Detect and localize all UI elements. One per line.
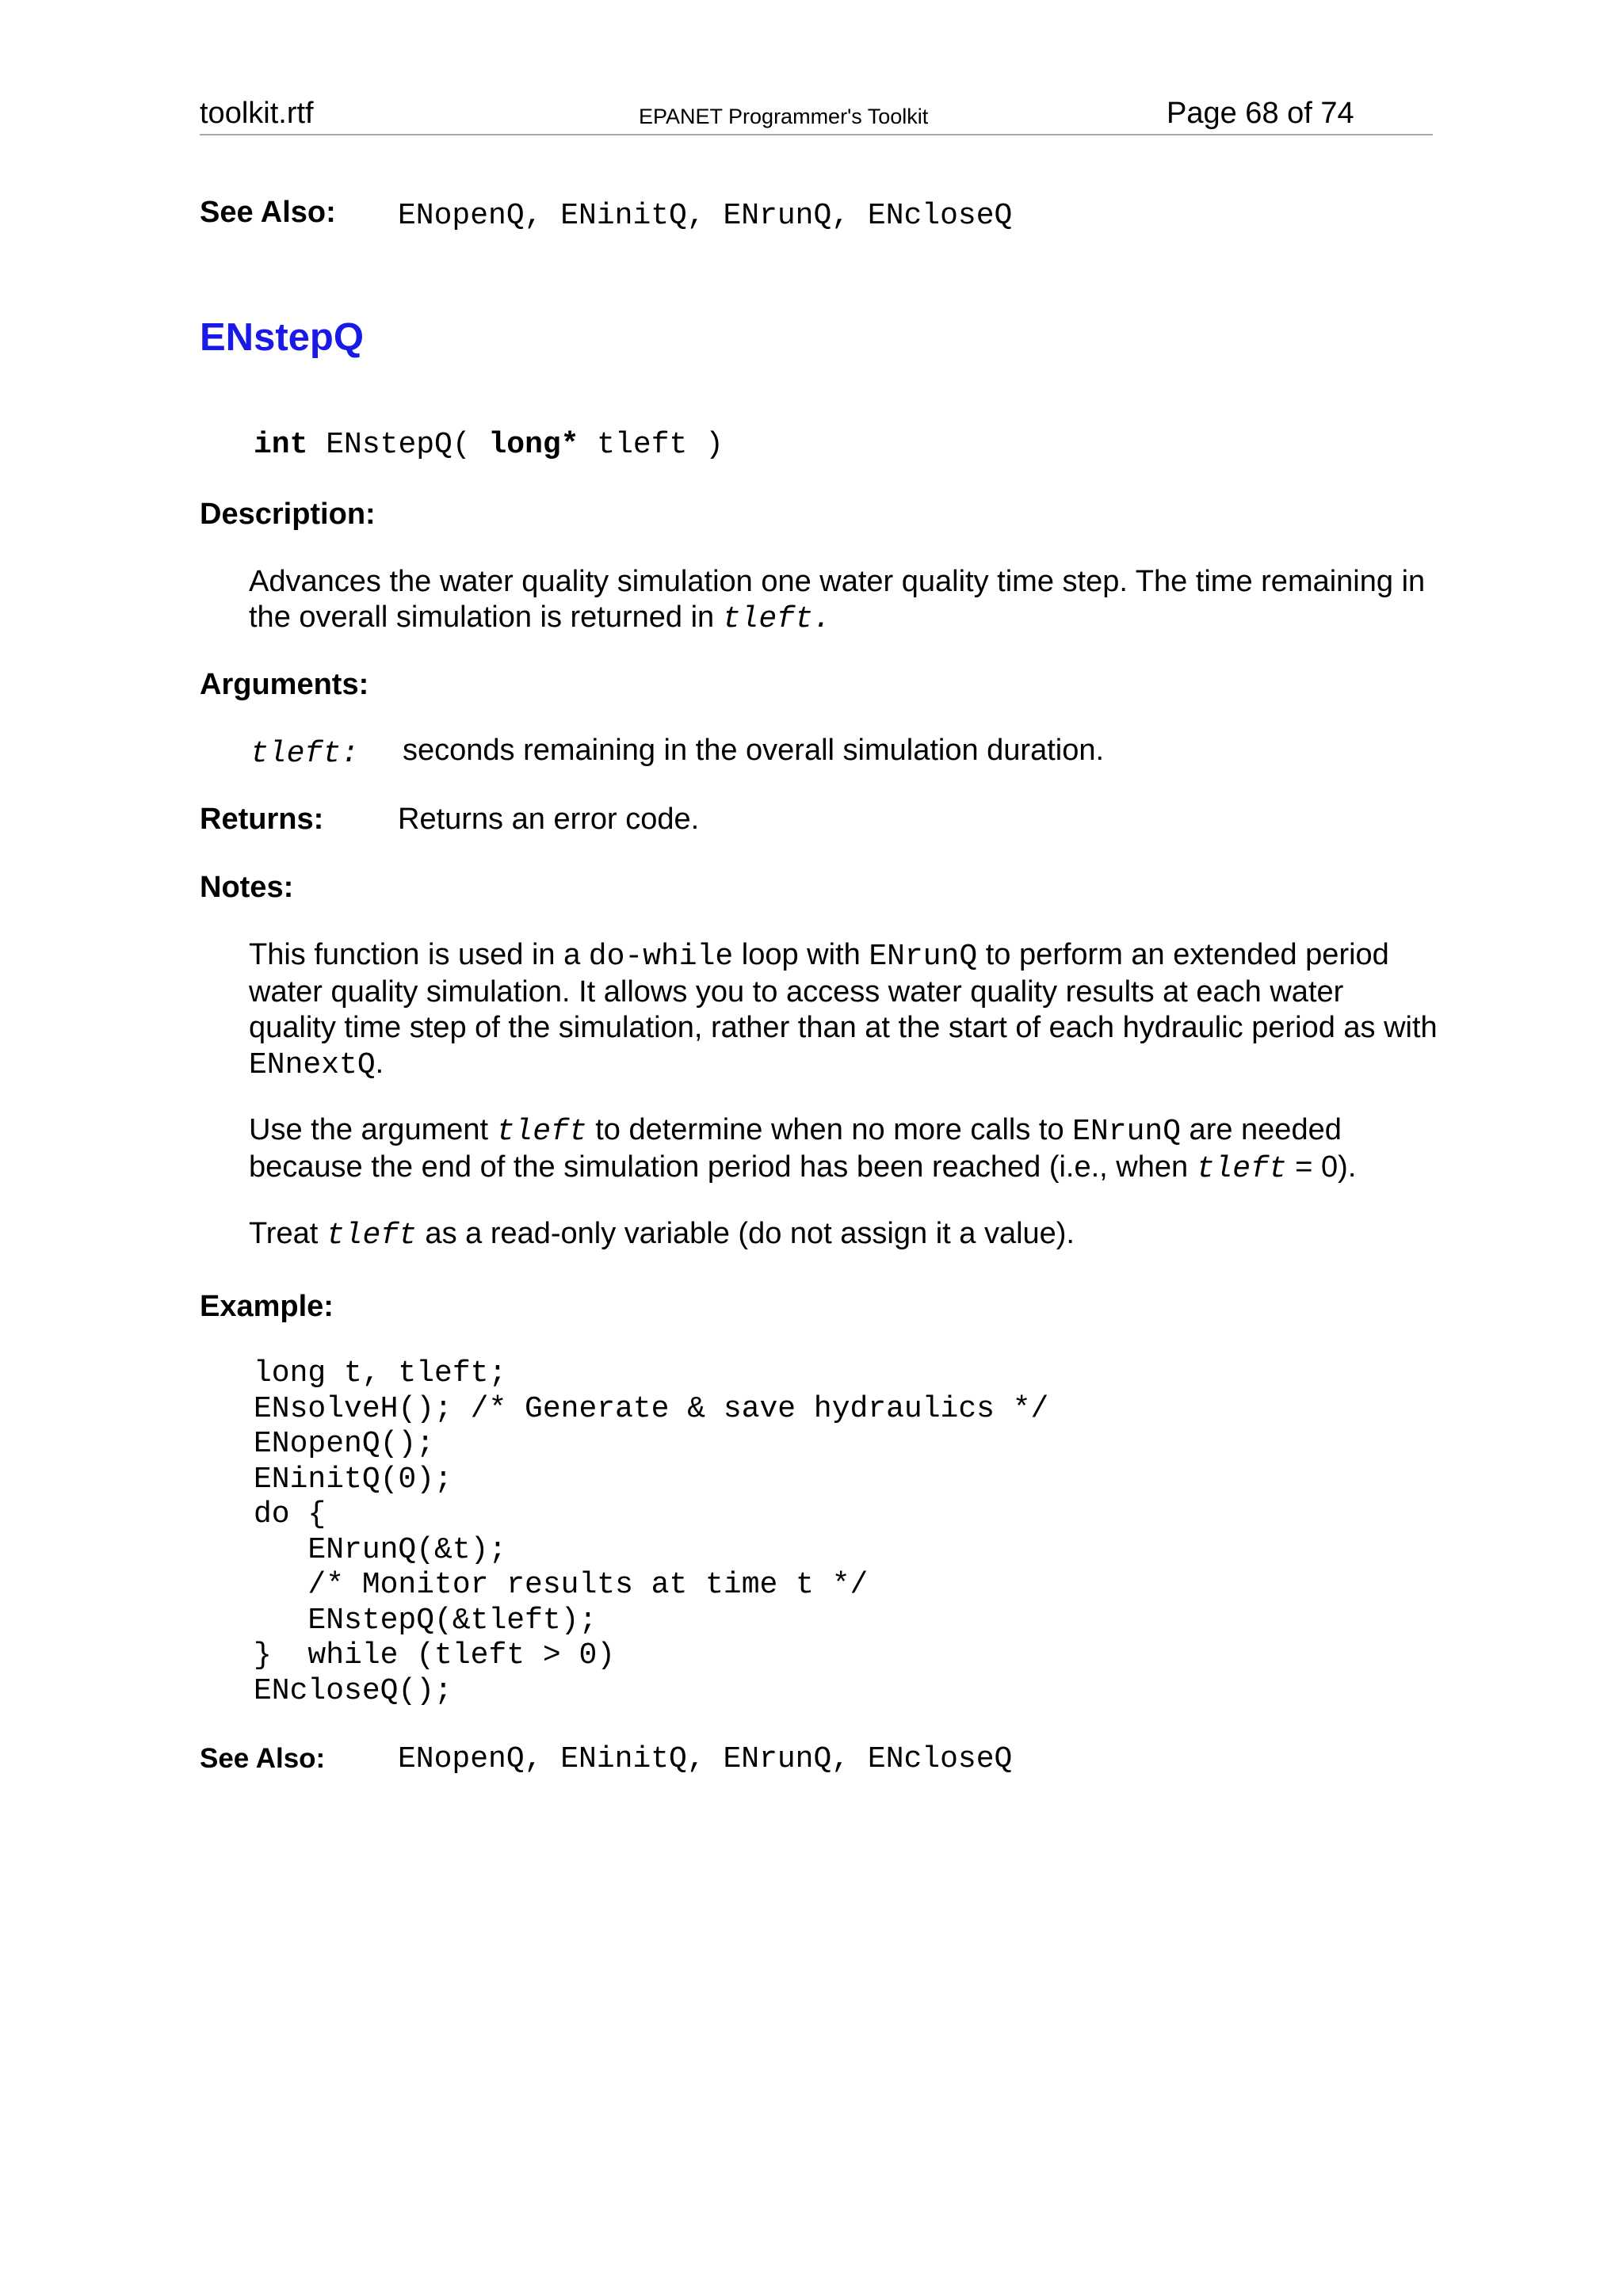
code-line: ENrunQ(&t); [254,1532,507,1567]
see-also-list: ENopenQ, ENinitQ, ENrunQ, ENcloseQ [398,199,1013,233]
notes-code: tleft [326,1219,417,1253]
prototype-name: ENstepQ( [307,428,489,462]
notes-code: tleft [496,1115,587,1149]
notes-text: Use the argument [249,1113,497,1146]
returns-text: Returns an error code. [398,803,700,836]
code-line: ENcloseQ(); [254,1673,453,1708]
returns-label: Returns: [200,803,324,836]
notes-text: = 0). [1286,1150,1357,1184]
argument-description: seconds remaining in the overall simulation duration. [403,734,1105,767]
code-line: long t, tleft; [254,1356,507,1390]
see-also-list: ENopenQ, ENinitQ, ENrunQ, ENcloseQ [398,1742,1013,1776]
description-text [249,564,1438,637]
notes-code: do-while [588,940,734,974]
arguments-label: Arguments: [200,668,369,701]
notes-text: as a read-only variable (do not assign it a value). [416,1217,1075,1250]
notes-text: to perform an extended period water quality simulation. It allows you to access water quality results at each water quality time step of the simulation, rather than at the start of each hydraulic period as with [249,938,1438,1044]
notes-paragraph [249,1112,1438,1187]
example-code-block [254,1356,1048,1709]
notes-code: tleft [1196,1152,1287,1186]
header-filename: toolkit.rtf [200,97,314,130]
header-divider [200,134,1433,135]
function-prototype [254,428,724,462]
prototype-rest: tleft ) [579,428,724,462]
notes-label: Notes: [200,871,294,904]
notes-text: loop with [733,938,869,971]
code-line: /* Monitor results at time t */ [254,1568,869,1602]
code-line: ENsolveH(); /* Generate & save hydraulics */ [254,1391,1049,1426]
code-line: do { [254,1497,327,1531]
code-line: ENinitQ(0); [254,1462,453,1497]
prototype-return-type: int [254,428,308,462]
function-title: ENstepQ [200,316,364,359]
header-document-title: EPANET Programmer's Toolkit [639,105,929,128]
notes-text: This function is used in a [249,938,589,971]
notes-paragraph [249,1216,1438,1253]
notes-paragraph [249,937,1438,1083]
notes-code: ENnextQ [249,1048,376,1082]
notes-code: ENrunQ [1072,1115,1181,1149]
notes-text: . [375,1047,384,1080]
notes-text: to determine when no more calls to [586,1113,1073,1146]
notes-code: ENrunQ [869,940,978,974]
prototype-param-type: long* [488,428,579,462]
description-label: Description: [200,498,376,531]
description-code-tleft: tleft. [722,602,831,636]
notes-text: Treat [249,1217,327,1250]
code-line: } while (tleft > 0) [254,1638,616,1672]
see-also-label: See Also: [200,1743,326,1774]
code-line: ENstepQ(&tleft); [254,1603,598,1638]
argument-name: tleft: [250,737,359,771]
example-label: Example: [200,1290,334,1323]
code-line: ENopenQ(); [254,1427,435,1461]
notes-text: are needed because the end of the simulation period has been reached (i.e., when [249,1113,1342,1184]
see-also-label: See Also: [200,196,336,229]
header-page-number: Page 68 of 74 [1167,97,1354,130]
description-text-part: Advances the water quality simulation one water quality time step. The time remaining in the overall simulation is returned in [249,565,1426,634]
